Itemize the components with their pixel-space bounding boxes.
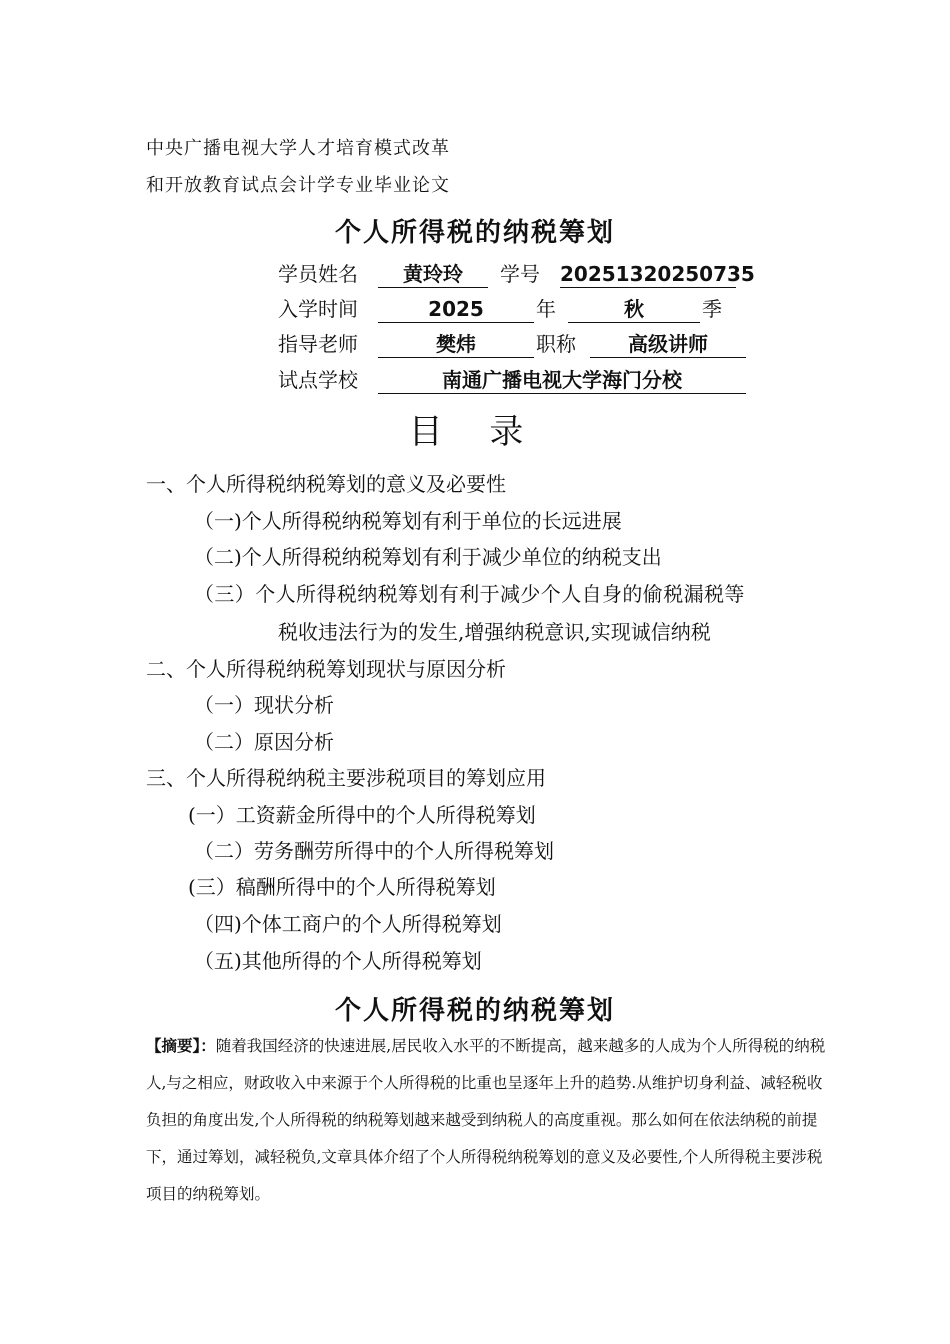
thesis-title: 个人所得税的纳税筹划 xyxy=(334,218,615,248)
toc-item: （一）现状分析 xyxy=(194,693,334,717)
toc-item: (三）稿酬所得中的个人所得税筹划 xyxy=(188,875,496,899)
year-unit: 年 xyxy=(536,297,556,321)
body-title: 个人所得税的纳税筹划 xyxy=(334,996,615,1026)
enroll-year-value: 2025 xyxy=(378,296,534,323)
toc-item: (一）工资薪金所得中的个人所得税筹划 xyxy=(188,803,536,827)
advisor-value: 樊炜 xyxy=(378,331,534,358)
rank-label: 职称 xyxy=(536,332,576,356)
school-label: 试点学校 xyxy=(278,368,358,392)
toc-item: 二、个人所得税纳税筹划现状与原因分析 xyxy=(146,657,506,681)
toc-item: （二)个人所得税纳税筹划有利于减少单位的纳税支出 xyxy=(194,545,662,569)
name-value: 黄玲玲 xyxy=(378,261,488,288)
name-label: 学员姓名 xyxy=(278,262,358,286)
student-id-label: 学号 xyxy=(500,262,540,286)
advisor-label: 指导老师 xyxy=(278,332,358,356)
toc-item-continuation: 税收违法行为的发生,增强纳税意识,实现诚信纳税 xyxy=(278,620,711,644)
toc-item: （二）原因分析 xyxy=(194,730,334,754)
season-unit: 季 xyxy=(702,297,722,321)
toc-item: （三）个人所得税纳税筹划有利于减少个人自身的偷税漏税等 xyxy=(194,582,745,606)
school-value: 南通广播电视大学海门分校 xyxy=(378,367,746,394)
toc-item: （一)个人所得税纳税筹划有利于单位的长远进展 xyxy=(194,509,622,533)
enroll-season-value: 秋 xyxy=(568,296,700,323)
abstract xyxy=(146,1028,826,1213)
abstract-tag: 【摘要】： xyxy=(146,1037,216,1055)
toc-heading: 目 录 xyxy=(408,412,542,452)
toc-item: （四)个体工商户的个人所得税筹划 xyxy=(194,912,502,936)
header-line-2: 和开放教育试点会计学专业毕业论文 xyxy=(146,175,450,196)
toc-item: （二）劳务酬劳所得中的个人所得税筹划 xyxy=(194,839,554,863)
enroll-label: 入学时间 xyxy=(278,297,358,321)
abstract-text: 随着我国经济的快速进展,居民收入水平的不断提高，越来越多的人成为个人所得税的纳税人,与之相应，财政收入中来源于个人所得税的比重也呈逐年上升的趋势.从维护切身利益、减轻税收负担的角度出发,个人所得税的纳税筹划越来越受到纳税人的高度重视。那么如何在依法纳税的前提下，通过筹划，减轻税负,文章具体介绍了个人所得税纳税筹划的意义及必要性,个人所得税主要涉税项目的纳税筹划。 xyxy=(146,1037,826,1203)
student-id-value: 20251320250735 xyxy=(560,262,755,286)
header-line-1: 中央广播电视大学人才培育模式改革 xyxy=(146,138,450,159)
toc-item: （五)其他所得的个人所得税筹划 xyxy=(194,949,482,973)
rank-value: 高级讲师 xyxy=(590,331,746,358)
toc-item: 三、个人所得税纳税主要涉税项目的筹划应用 xyxy=(146,766,546,790)
toc-item: 一、个人所得税纳税筹划的意义及必要性 xyxy=(146,472,506,496)
